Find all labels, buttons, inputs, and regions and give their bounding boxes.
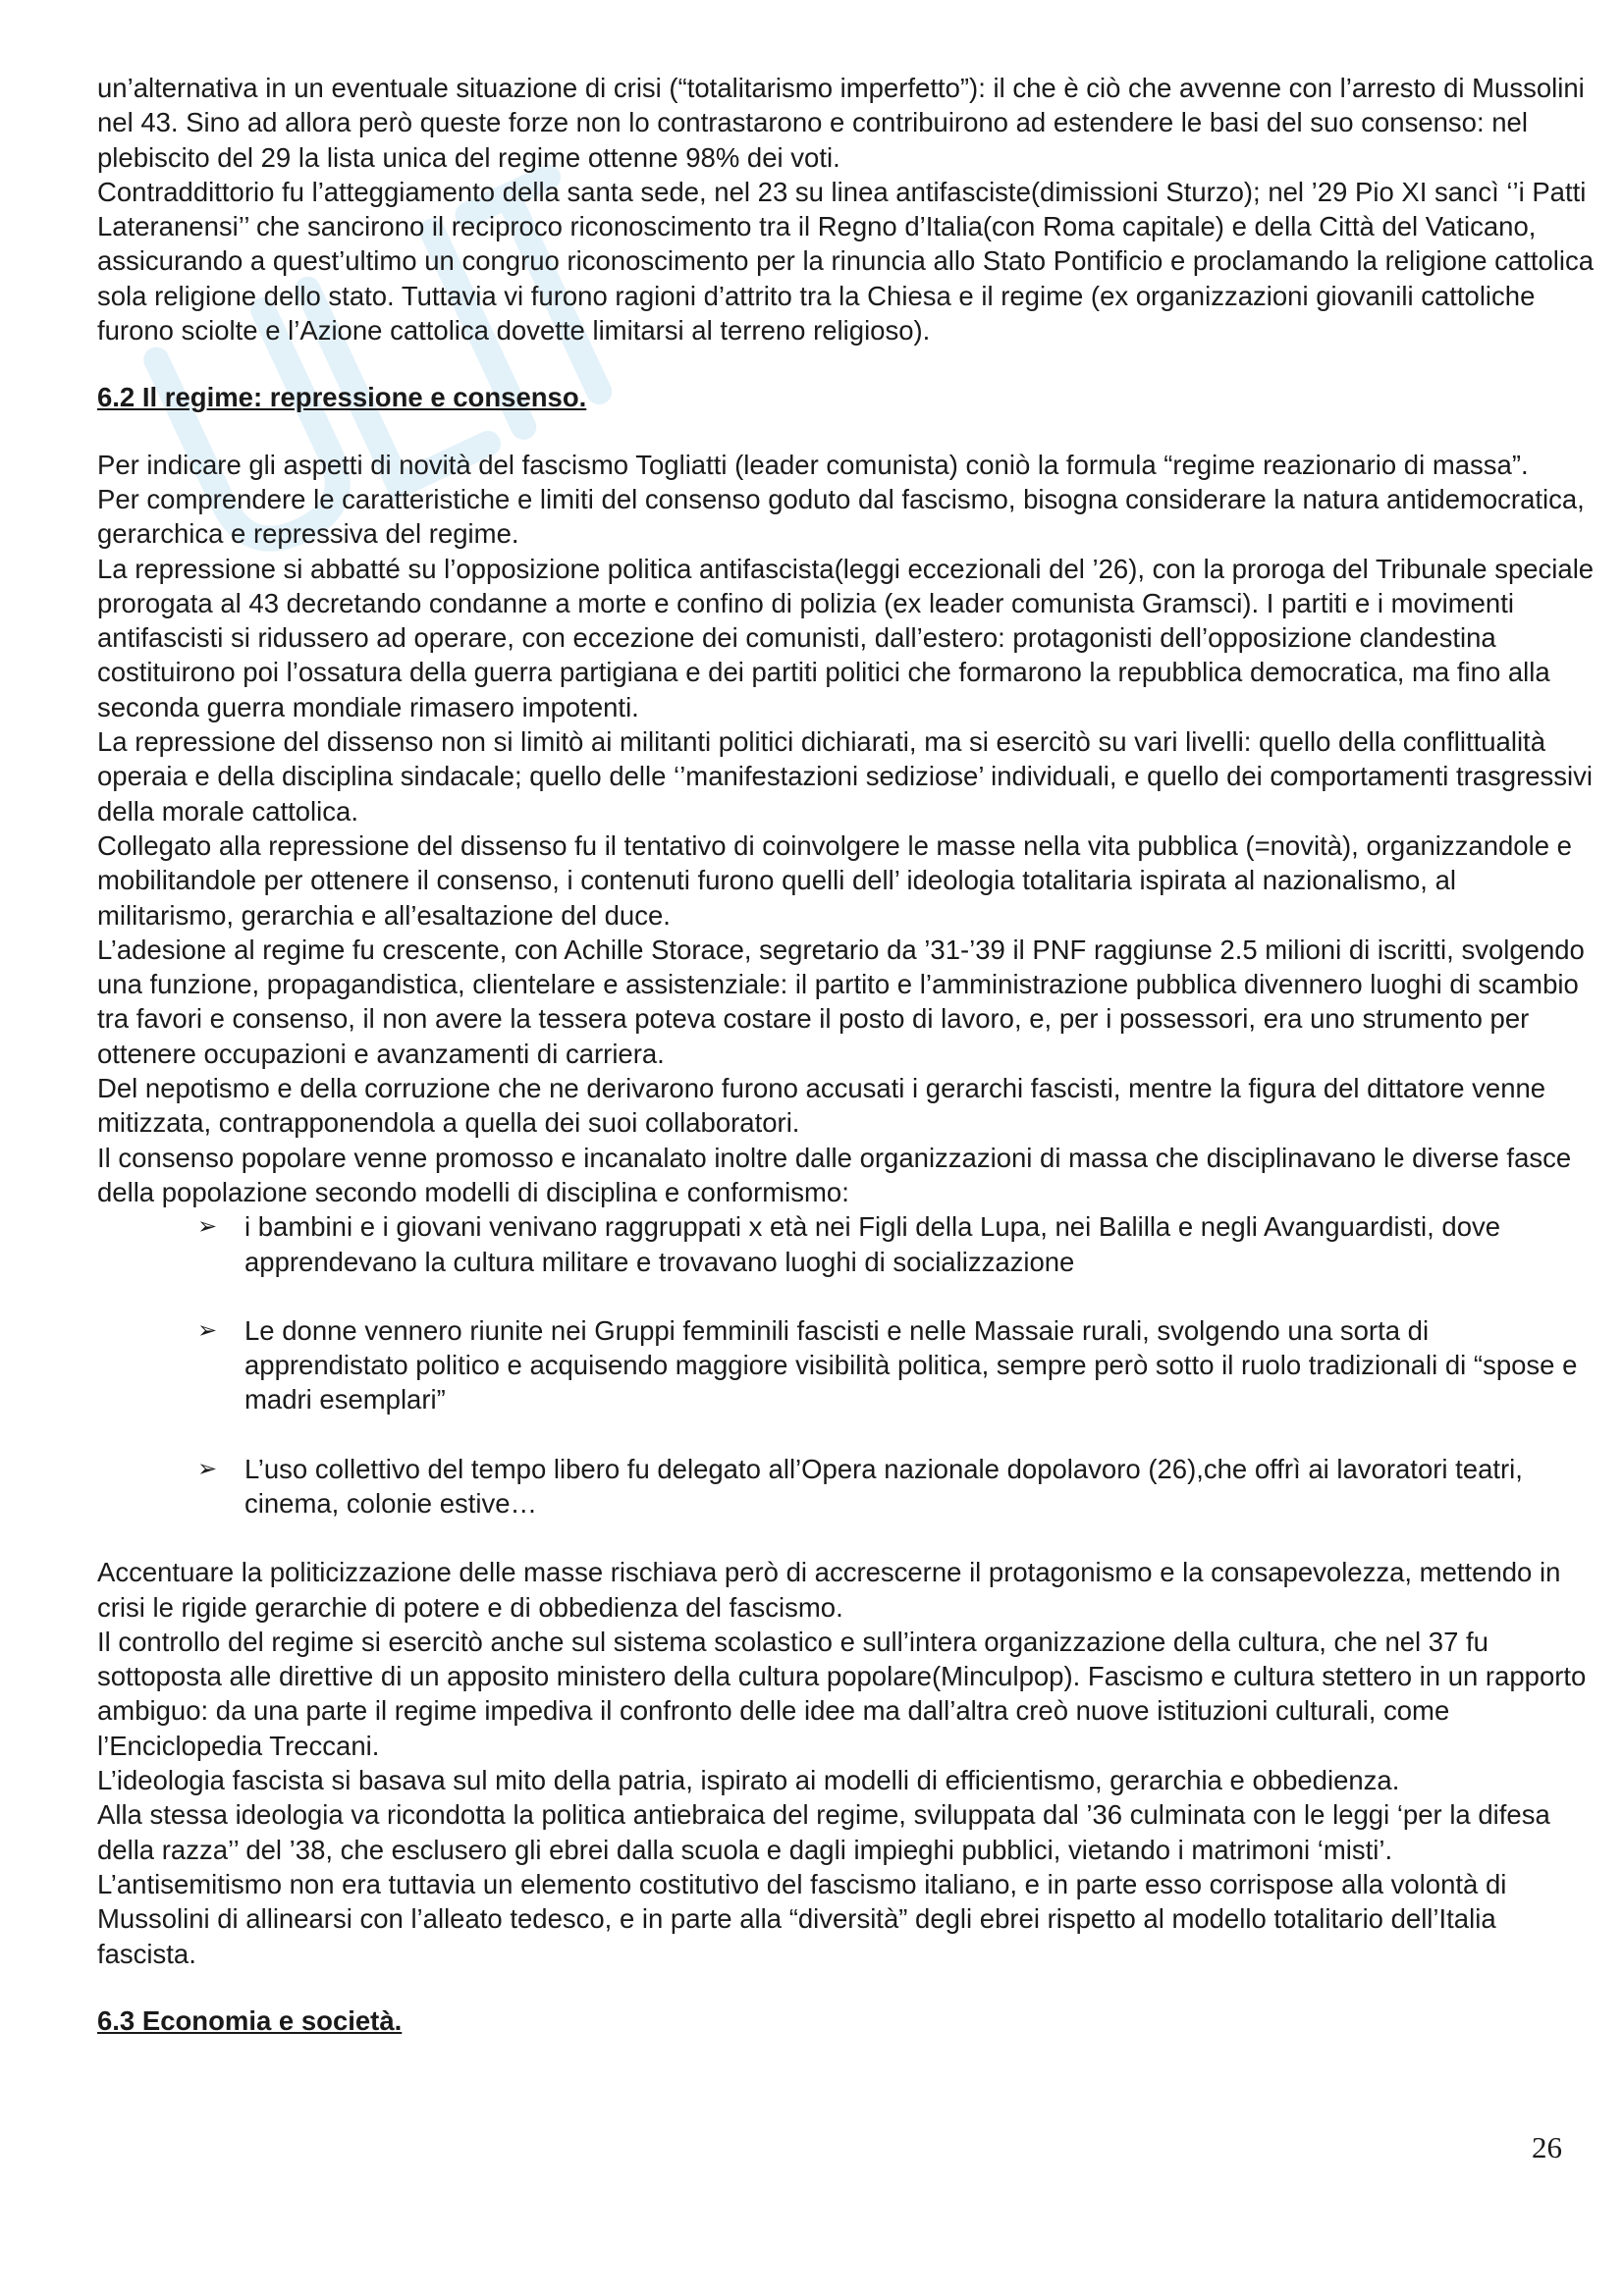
- bullet-list: [97, 1209, 1599, 1521]
- list-item-text: L’uso collettivo del tempo libero fu delegato all’Opera nazionale dopolavoro (26),che offrì ai lavoratori teatri, cinema, colonie estive…: [244, 1453, 1523, 1519]
- document-page: [97, 71, 1599, 2038]
- body-paragraph: Accentuare la politicizzazione delle masse rischiava però di accrescerne il protagonismo e la consapevolezza, mettendo in crisi le rigide gerarchie di potere e di obbedienza del fascismo.: [97, 1557, 1561, 1623]
- body-paragraph: Alla stessa ideologia va ricondotta la politica antiebraica del regime, sviluppata dal ’36 culminata con le leggi ‘per la difesa della razza’’ del ’38, che esclusero gli ebrei dalla scuola e dagli impieghi pubblici, vietando i matrimoni ‘misti’.: [97, 1799, 1550, 1865]
- body-paragraph: Collegato alla repressione del dissenso fu il tentativo di coinvolgere le masse nella vita pubblica (=novità), organizzandole e mobilitandole per ottenere il consenso, i contenuti furono quelli dell’ ideologia totalitaria ispirata al nazionalismo, al militarismo, gerarchia e all’esaltazione del duce.: [97, 829, 1572, 931]
- body-paragraph: Il controllo del regime si esercitò anche sul sistema scolastico e sull’intera organizzazione della cultura, che nel 37 fu sottoposta alle direttive di un apposito ministero della cultura popolare(Minculpop). Fascismo e cultura stettero in un rapporto ambiguo: da una parte il regime impediva il confronto delle idee ma dall’altra creò nuove istituzioni culturali, come l’Enciclopedia Treccani.: [97, 1626, 1587, 1761]
- arrow-bullet-icon: ➢: [197, 1454, 218, 1482]
- list-item-text: Le donne vennero riunite nei Gruppi femminili fascisti e nelle Massaie rurali, svolgendo una sorta di apprendistato politico e acquisendo maggiore visibilità politica, sempre però sotto il ruolo tradizionali di “spose e madri esemplari”: [244, 1314, 1578, 1415]
- list-item: [97, 1209, 1599, 1279]
- body-paragraph: L’ideologia fascista si basava sul mito della patria, ispirato ai modelli di efficientismo, gerarchia e obbedienza.: [97, 1765, 1400, 1796]
- list-item: [97, 1313, 1599, 1417]
- body-paragraph: Il consenso popolare venne promosso e incanalato inoltre dalle organizzazioni di massa che disciplinavano le diverse fasce della popolazione secondo modelli di disciplina e conformismo:: [97, 1142, 1572, 1207]
- section-heading-6-2: 6.2 Il regime: repressione e consenso.: [97, 382, 587, 413]
- body-paragraph: L’antisemitismo non era tuttavia un elemento costitutivo del fascismo italiano, e in parte esso corrispose alla volontà di Mussolini di allinearsi con l’alleato tedesco, e in parte alla “diversità” degli ebrei rispetto al modello totalitario dell’Italia fascista.: [97, 1868, 1507, 1969]
- body-paragraph: L’adesione al regime fu crescente, con Achille Storace, segretario da ’31-’39 il PNF raggiunse 2.5 milioni di iscritti, svolgendo una funzione, propagandistica, clientelare e assistenziale: il partito e l’amministrazione pubblica divennero luoghi di scambio tra favori e consenso, il non avere la tessera poteva costare il posto di lavoro, e, per i possessori, era uno strumento per ottenere occupazioni e avanzamenti di carriera.: [97, 934, 1585, 1069]
- intro-paragraph: Contraddittorio fu l’atteggiamento della santa sede, nel 23 su linea antifasciste(dimissioni Sturzo); nel ’29 Pio XI sancì ‘’i Patti Lateranensi’’ che sancirono il reciproco riconoscimento tra il Regno d’Italia(con Roma capitale) e della Città del Vaticano, assicurando a quest’ultimo un congruo riconoscimento per la rinuncia allo Stato Pontificio e proclamando la religione cattolica sola religione dello stato. Tuttavia vi furono ragioni d’attrito tra la Chiesa e il regime (ex organizzazioni giovanili cattoliche furono sciolte e l’Azione cattolica dovette limitarsi al terreno religioso).: [97, 176, 1595, 347]
- body-paragraph: Del nepotismo e della corruzione che ne derivarono furono accusati i gerarchi fascisti, mentre la figura del dittatore venne mitizzata, contrapponendola a quella dei suoi collaboratori.: [97, 1073, 1546, 1139]
- section-heading-6-3: 6.3 Economia e società.: [97, 2004, 403, 2036]
- arrow-bullet-icon: ➢: [197, 1315, 218, 1344]
- body-paragraph: Per comprendere le caratteristiche e limiti del consenso goduto dal fascismo, bisogna considerare la natura antidemocratica, gerarchica e repressiva del regime.: [97, 483, 1585, 550]
- body-paragraph: La repressione del dissenso non si limitò ai militanti politici dichiarati, ma si esercitò su vari livelli: quello della conflittualità operaia e della disciplina sindacale; quello delle ‘’manifestazioni sediziose’ individuali, e quello dei comportamenti trasgressivi della morale cattolica.: [97, 726, 1594, 827]
- list-item-text: i bambini e i giovani venivano raggruppati x età nei Figli della Lupa, nei Balilla e negli Avanguardisti, dove apprendevano la cultura militare e trovavano luoghi di socializzazione: [244, 1211, 1501, 1277]
- page-number: 26: [1532, 2130, 1562, 2164]
- list-item: [97, 1452, 1599, 1522]
- body-paragraph: La repressione si abbatté su l’opposizione politica antifascista(leggi eccezionali del ’26), con la proroga del Tribunale speciale prorogata al 43 decretando condanne a morte e confino di polizia (ex leader comunista Gramsci). I partiti e i movimenti antifascisti si ridussero ad operare, con eccezione dei comunisti, dall’estero: protagonisti dell’opposizione clandestina costituirono poi l’ossatura della guerra partigiana e dei partiti politici che formarono la repubblica democratica, ma fino alla seconda guerra mondiale rimasero impotenti.: [97, 553, 1595, 722]
- intro-paragraph: un’alternativa in un eventuale situazione di crisi (“totalitarismo imperfetto”): il che è ciò che avvenne con l’arresto di Mussolini nel 43. Sino ad allora però queste forze non lo contrastarono e contribuirono ad estendere le basi del suo consenso: nel plebiscito del 29 la lista unica del regime ottenne 98% dei voti.: [97, 73, 1585, 173]
- arrow-bullet-icon: ➢: [197, 1212, 218, 1241]
- body-paragraph: Per indicare gli aspetti di novità del fascismo Togliatti (leader comunista) coniò la formula “regime reazionario di massa”.: [97, 449, 1529, 480]
